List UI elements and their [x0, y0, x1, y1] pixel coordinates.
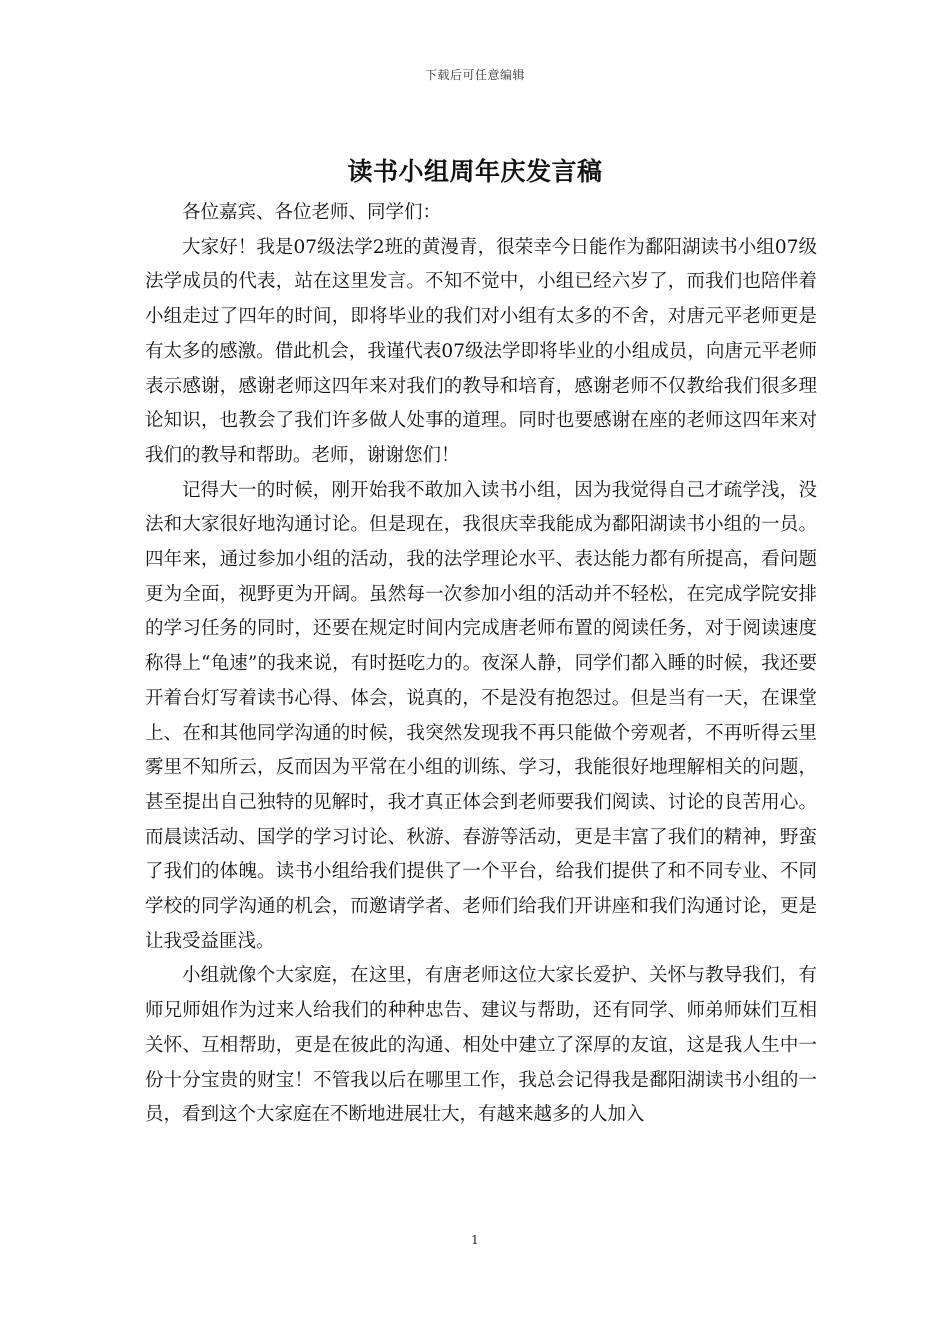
paragraph-3: 小组就像个大家庭，在这里，有唐老师这位大家长爱护、关怀与教导我们，有师兄师姐作为过来人给我们的种种忠告、建议与帮助，还有同学、师弟师妹们互相关怀、互相帮助，更是在彼此的沟通、相处中建立了深厚的友谊，这是我人生中一份十分宝贵的财宝！不管我以后在哪里工作，我总会记得我是鄱阳湖读书小组的一员，看到这个大家庭在不断地进展壮大，有越来越多的人加入	[145, 965, 817, 1126]
document-body	[145, 196, 817, 1133]
header-note: 下载后可任意编辑	[424, 68, 525, 82]
document-title: 读书小组周年庆发言稿	[347, 157, 603, 186]
paragraph-1: 大家好！我是07级法学2班的黄漫青，很荣幸今日能作为鄱阳湖读书小组07级法学成员的代表，站在这里发言。不知不觉中，小组已经六岁了，而我们也陪伴着小组走过了四年的时间，即将毕业的我们对小组有太多的不舍，对唐元平老师更是有太多的感激。借此机会，我谨代表07级法学即将毕业的小组成员，向唐元平老师表示感谢，感谢老师这四年来对我们的教导和培育，感谢老师不仅教给我们很多理论知识，也教会了我们许多做人处事的道理。同时也要感谢在座的老师这四年来对我们的教导和帮助。老师，谢谢您们！	[145, 236, 817, 466]
salutation: 各位嘉宾、各位老师、同学们：	[182, 202, 442, 223]
page-number: 1	[471, 1233, 479, 1247]
paragraph-2: 记得大一的时候，刚开始我不敢加入读书小组，因为我觉得自己才疏学浅，没法和大家很好地沟通讨论。但是现在，我很庆幸我能成为鄱阳湖读书小组的一员。四年来，通过参加小组的活动，我的法学理论水平、表达能力都有所提高，看问题更为全面，视野更为开阔。虽然每一次参加小组的活动并不轻松，在完成学院安排的学习任务的同时，还要在规定时间内完成唐老师布置的阅读任务，对于阅读速度称得上“龟速”的我来说，有时挺吃力的。夜深人静，同学们都入睡的时候，我还要开着台灯写着读书心得、体会，说真的，不是没有抱怨过。但是当有一天，在课堂上、在和其他同学沟通的时候，我突然发现我不再只能做个旁观者，不再听得云里雾里不知所云，反而因为平常在小组的训练、学习，我能很好地理解相关的问题，甚至提出自己独特的见解时，我才真正体会到老师要我们阅读、讨论的良苦用心。而晨读活动、国学的学习讨论、秋游、春游等活动，更是丰富了我们的精神，野蛮了我们的体魄。读书小组给我们提供了一个平台，给我们提供了和不同专业、不同学校的同学沟通的机会，而邀请学者、老师们给我们开讲座和我们沟通讨论，更是让我受益匪浅。	[145, 479, 817, 952]
